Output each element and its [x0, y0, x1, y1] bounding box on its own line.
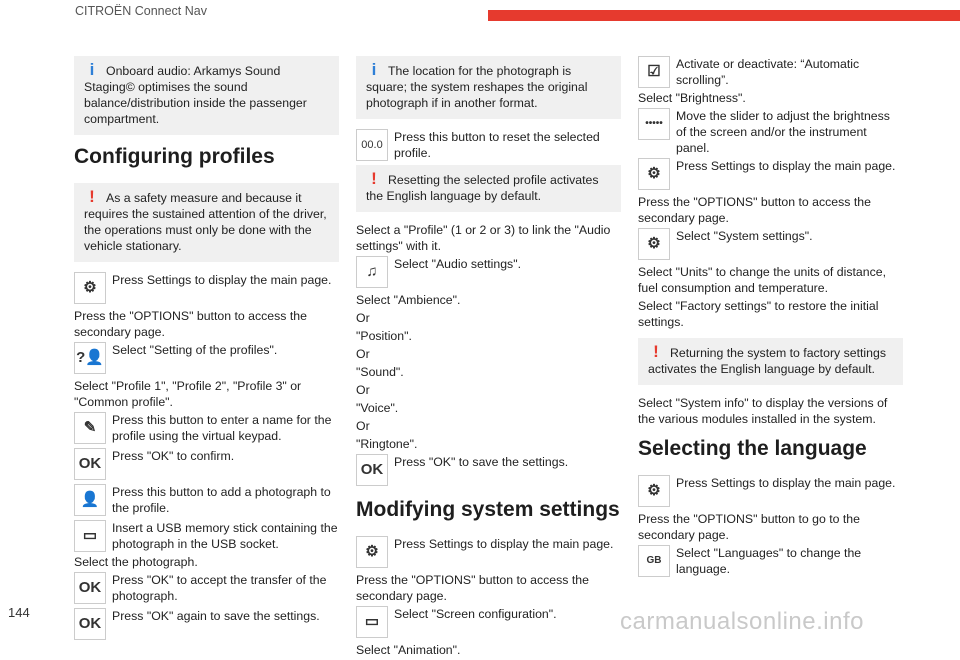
section-heading: Modifying system settings — [356, 498, 620, 521]
step-text: Select a "Profile" (1 or 2 or 3) to link the "Audio settings" with it. — [356, 223, 611, 253]
step-text: "Sound". — [356, 365, 404, 379]
step-text: Select "Ambience". — [356, 293, 461, 307]
step-text: Press this button to enter a name for the profile using the virtual keypad. — [112, 413, 332, 443]
step-text: "Voice". — [356, 401, 399, 415]
ok-icon: OK — [356, 454, 388, 486]
gear-icon: ⚙ — [74, 272, 106, 304]
ok-icon: OK — [74, 608, 106, 640]
step-reset — [356, 129, 621, 163]
step-text: Press Settings to display the main page. — [394, 537, 614, 551]
pencil-icon: ✎ — [74, 412, 106, 444]
step-text: Activate or deactivate: “Automatic scrolling”. — [676, 57, 860, 87]
or-text: Or — [356, 419, 370, 433]
header-accent-bar — [488, 10, 960, 21]
note-text: The location for the photograph is square; the system reshapes the original photograph if in another format. — [366, 64, 588, 110]
music-note-icon: ♫ — [356, 256, 388, 288]
slider-dots-icon: ••••• — [638, 108, 670, 140]
step-text: Select "Screen configuration". — [394, 607, 557, 621]
step-text: Press "OK" again to save the settings. — [112, 609, 320, 623]
warning-note — [638, 338, 903, 385]
step-text: Press Settings to display the main page. — [676, 476, 896, 490]
step-settings — [356, 536, 621, 570]
column-1 — [74, 56, 339, 644]
step-languages — [638, 545, 903, 579]
screen-icon: ▭ — [356, 606, 388, 638]
step-text: Press Settings to display the main page. — [676, 159, 896, 173]
step-text: Press this button to add a photograph to the profile. — [112, 485, 331, 515]
running-header: CITROËN Connect Nav — [75, 4, 207, 18]
watermark: carmanualsonline.info — [620, 608, 864, 635]
warning-icon: ! — [89, 187, 95, 206]
warning-note — [74, 183, 339, 262]
step-system — [638, 228, 903, 262]
warning-icon: ! — [653, 342, 659, 361]
profile-star-icon: 👤 — [74, 484, 106, 516]
step-text: Select "Setting of the profiles". — [112, 343, 278, 357]
column-3 — [638, 56, 903, 581]
step-settings — [638, 158, 903, 192]
info-icon: i — [89, 60, 95, 79]
step-screen — [356, 606, 621, 640]
info-icon: i — [371, 60, 377, 79]
info-note — [356, 56, 621, 119]
step-text: Select "Brightness". — [638, 91, 746, 105]
step-text: Press the "OPTIONS" button to access the secondary page. — [74, 309, 307, 339]
step-profiles — [74, 342, 339, 376]
warning-text: As a safety measure and because it requires the sustained attention of the driver, the operations must only be done with the vehicle stationary. — [84, 191, 327, 253]
step-text: Select "Profile 1", "Profile 2", "Profile 3" or "Common profile". — [74, 379, 302, 409]
warning-text: Resetting the selected profile activates the English language by default. — [366, 173, 599, 203]
or-text: Or — [356, 383, 370, 397]
section-heading: Configuring profiles — [74, 145, 275, 168]
ok-icon: OK — [74, 448, 106, 480]
step-text: Select "System settings". — [676, 229, 813, 243]
page-number: 144 — [8, 605, 30, 620]
step-text: Move the slider to adjust the brightness of the screen and/or the instrument panel. — [676, 109, 890, 155]
step-settings — [638, 475, 903, 509]
step-audio — [356, 256, 621, 290]
step-text: Press Settings to display the main page. — [112, 273, 332, 287]
step-settings — [74, 272, 339, 306]
step-text: Select "Units" to change the units of distance, fuel consumption and temperature. — [638, 265, 886, 295]
step-photo — [74, 484, 339, 518]
step-ok-save — [356, 454, 621, 488]
or-text: Or — [356, 311, 370, 325]
step-text: "Ringtone". — [356, 437, 418, 451]
warning-icon: ! — [371, 169, 377, 188]
reset-icon: 00.0 — [356, 129, 388, 161]
step-text: Press "OK" to accept the transfer of the photograph. — [112, 573, 327, 603]
gears-icon: ⚙ — [638, 228, 670, 260]
column-2 — [356, 56, 621, 660]
step-text: "Position". — [356, 329, 412, 343]
step-usb — [74, 520, 339, 552]
step-text: Press the "OPTIONS" button to go to the secondary page. — [638, 512, 860, 542]
step-text: Select "Factory settings" to restore the initial settings. — [638, 299, 879, 329]
info-note — [74, 56, 339, 135]
step-text: Select "Animation". — [356, 643, 461, 657]
step-text: Insert a USB memory stick containing the photograph in the USB socket. — [112, 521, 338, 551]
step-text: Press the "OPTIONS" button to access the secondary page. — [638, 195, 871, 225]
gear-icon: ⚙ — [638, 158, 670, 190]
gear-icon: ⚙ — [638, 475, 670, 507]
warning-note — [356, 165, 621, 212]
step-text: Select the photograph. — [74, 555, 198, 569]
or-text: Or — [356, 347, 370, 361]
usb-icon: ▭ — [74, 520, 106, 552]
step-ok-save — [74, 608, 339, 642]
step-text: Press the "OPTIONS" button to access the secondary page. — [356, 573, 589, 603]
step-slider — [638, 108, 903, 156]
step-name — [74, 412, 339, 446]
step-text: Select "Audio settings". — [394, 257, 521, 271]
step-text: Press this button to reset the selected profile. — [394, 130, 600, 160]
step-text: Select "System info" to display the versions of the various modules installed in the system. — [638, 396, 888, 426]
step-scrolling — [638, 56, 903, 88]
step-text: Press "OK" to save the settings. — [394, 455, 569, 469]
section-heading: Selecting the language — [638, 437, 867, 460]
checkbox-icon: ☑ — [638, 56, 670, 88]
warning-text: Returning the system to factory settings activates the English language by default. — [648, 346, 886, 376]
gear-icon: ⚙ — [356, 536, 388, 568]
ok-icon: OK — [74, 572, 106, 604]
step-text: Press "OK" to confirm. — [112, 449, 235, 463]
step-ok — [74, 448, 339, 482]
language-flag-icon: GB — [638, 545, 670, 577]
step-ok-transfer — [74, 572, 339, 606]
note-text: Onboard audio: Arkamys Sound Staging© optimises the sound balance/distribution inside the passenger compartment. — [84, 64, 307, 126]
profile-question-icon: ?👤 — [74, 342, 106, 374]
step-text: Select "Languages" to change the language. — [676, 546, 862, 576]
